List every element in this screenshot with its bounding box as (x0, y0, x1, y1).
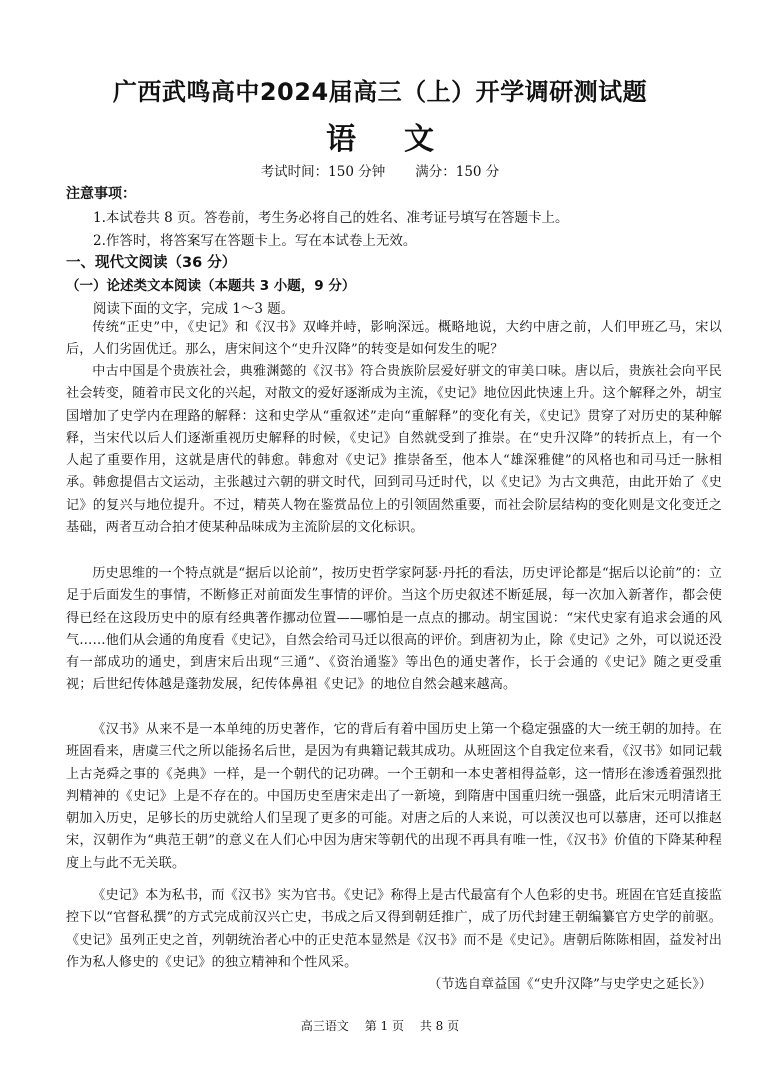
exam-meta (0, 160, 760, 180)
passage-paragraph-2: 中古中国是个贵族社会，典雅渊懿的《汉书》符合贵族阶层爱好骈文的审美口味。唐以后，贵族社会向平民社会转变，随着市民文化的兴起，对散文的爱好逐渐成为主流，《史记》地位因此快速上升。这个解释之外，胡宝国增加了史学内在理路的解释：这和史学从“重叙述”走向“重解释”的变化有关，《史记》贯穿了对历史的某种解释，当宋代以后人们逐渐重视历史解释的时候，《史记》自然就受到了推崇。在“史升汉降”的转折点上，有一个人起了重要作用，这就是唐代的韩愈。韩愈对《史记》推崇备至，他本人“雄深雅健”的风格也和司马迁一脉相承。韩愈提倡古文运动，主张越过六朝的骈文时代，回到司马迁时代，以《史记》为古文典范，由此开始了《史记》的复兴与地位提升。不过，精英人物在鉴赏品位上的引领固然重要，而社会阶层结构的变化则是文化变迁之基础，两者互动合拍才使某种品味成为主流阶层的文化标识。 (66, 364, 722, 536)
exam-score: 满分：150 分 (415, 164, 500, 180)
reading-instruction: 阅读下面的文字，完成 1～3 题。 (93, 301, 295, 317)
note-item: 1.本试卷共 8 页。答卷前，考生务必将自己的姓名、准考证号填写在答题卡上。 (93, 210, 569, 226)
section-title: 一、现代文阅读（36 分） (66, 255, 237, 271)
subject-heading (0, 114, 760, 158)
footer-subject: 高三语文 (300, 1019, 349, 1033)
passage-paragraph-3: 历史思维的一个特点就是“据后以论前”，按历史哲学家阿瑟·丹托的看法，历史评论都是“据后以论前”的：立足于后面发生的事情，不断修正对前面发生事情的评价。当这个历史叙述不断延展，每一次加入新著作，都会使得已经在这段历史中的原有经典著作挪动位置——哪怕是一点点的挪动。胡宝国说：“宋代史家有追求会通的风气……他们从会通的角度看《史记》，自然会给司马迁以很高的评价。到唐初为止，除《史记》之外，可以说还没有一部成功的通史，到唐宋后出现“三通”、《资治通鉴》等出色的通史著作，长于会通的《史记》随之更受重视；后世纪传体越是蓬勃发展，纪传体鼻祖《史记》的地位自然会越来越高。 (66, 566, 722, 693)
page-footer (0, 1017, 760, 1034)
footer-page: 第 1 页 (364, 1019, 404, 1033)
notes-heading: 注意事项： (66, 186, 136, 202)
passage-source: （节选自章益国《“史升汉降”与史学史之延长》） (428, 977, 712, 992)
exam-title: 广西武鸣高中2024届高三（上）开学调研测试题 (112, 78, 648, 106)
subsection-title: （一）论述类文本阅读（本题共 3 小题，9 分） (66, 278, 356, 294)
subject-char-1: 语 (326, 122, 356, 157)
passage-paragraph-4: 《汉书》从来不是一本单纯的历史著作，它的背后有着中国历史上第一个稳定强盛的大一统王朝的加持。在班固看来，唐虞三代之所以能扬名后世，是因为有典籍记载其成功。从班固这个自我定位来看，《汉书》如同记载上古尧舜之事的《尧典》一样，是一个朝代的记功碑。一个王朝和一本史著相得益彰，这一情形在渗透着强烈批判精神的《史记》上是不存在的。中国历史至唐宋走出了一新境，到隋唐中国重归统一强盛，此后宋元明清诸王朝加入历史，足够长的历史就给人们呈现了更多的可能。对唐之后的人来说，可以羡汉也可以慕唐，还可以推赵宋，汉朝作为“典范王朝”的意义在人们心中因为唐宋等朝代的出现不再具有唯一性，《汉书》价值的下降某种程度上与此不无关联。 (66, 722, 722, 871)
note-item: 2.作答时，将答案写在答题卡上。写在本试卷上无效。 (93, 233, 417, 249)
passage-paragraph-5: 《史记》本为私书，而《汉书》实为官书。《史记》称得上是古代最富有个人色彩的史书。班固在官廷直接监控下以“官督私撰”的方式完成前汉兴亡史，书成之后又得到朝廷推广，成了历代封建王朝编纂官方史学的前驱。《史记》虽列正史之首，列朝统治者心中的正史范本显然是《汉书》而不是《史记》。唐朝后陈陈相固，益发衬出作为私人修史的《史记》的独立精神和个性风采。 (66, 888, 722, 970)
subject-char-2: 文 (404, 122, 434, 157)
exam-time: 考试时间：150 分钟 (260, 164, 386, 180)
passage-paragraph-1: 传统“正史”中，《史记》和《汉书》双峰并峙，影响深远。概略地说，大约中唐之前，人们甲班乙马，宋以后，人们劣固优迁。那么，唐宋间这个“史升汉降”的转变是如何发生的呢？ (66, 320, 722, 358)
footer-total: 共 8 页 (419, 1019, 460, 1033)
